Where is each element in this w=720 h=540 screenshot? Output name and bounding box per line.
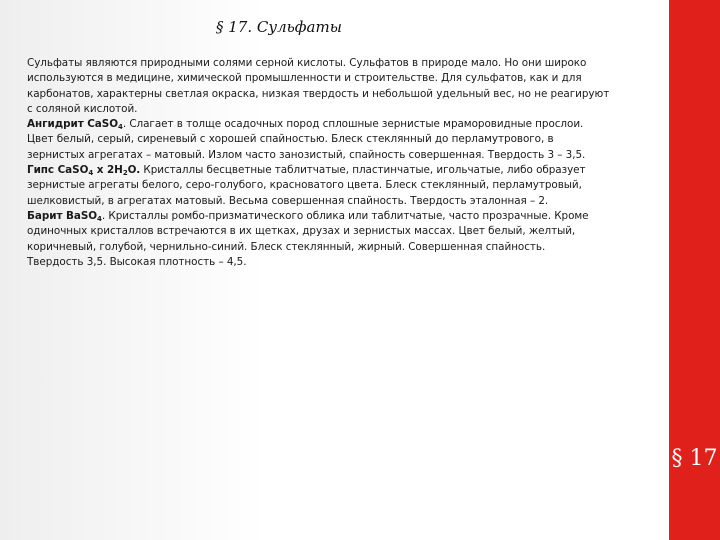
text-segment: шелковистый, в агрегатах матовый. Весьма совершенная спайность. Твердость эталонная – 2. [27, 194, 549, 207]
text-segment: зернистых агрегатах – матовый. Излом часто занозистый, спайность совершенная. Твердость 3 – 3,5. [27, 148, 586, 161]
text-segment: Барит BaSO [27, 209, 98, 222]
text-segment: с соляной кислотой. [27, 102, 138, 115]
text-segment: зернистые агрегаты белого, серо-голубого, красноватого цвета. Блеск стеклянный, перламутровый, [27, 179, 582, 192]
text-line [27, 102, 659, 117]
sidebar-accent [669, 0, 720, 540]
text-line [27, 255, 659, 270]
subscript: 4 [117, 123, 123, 132]
text-line [27, 194, 659, 209]
text-line [27, 224, 659, 239]
text-line [27, 132, 659, 147]
text-segment: Цвет белый, серый, сиреневый с хорошей спайностью. Блеск стеклянный до перламутрового, в [27, 133, 554, 146]
text-segment: Сульфаты являются природными солями серной кислоты. Сульфатов в природе мало. Но они широко [27, 57, 587, 69]
text-segment: O. [127, 164, 141, 177]
text-segment: x 2H [93, 164, 123, 177]
text-segment: используются в медицине, химической промышленности и строительстве. Для сульфатов, как и для [27, 72, 582, 85]
subscript: 2 [122, 169, 128, 178]
text-line [27, 87, 659, 102]
text-line [27, 56, 659, 71]
text-segment: коричневый, голубой, чернильно-синий. Блеск стеклянный, жирный. Совершенная спайность. [27, 240, 546, 253]
page-title: § 17. Сульфаты [216, 18, 342, 36]
text-line [27, 240, 659, 255]
text-segment: . Кристаллы ромбо-призматического облика или таблитчатые, часто прозрачные. Кроме [101, 209, 589, 222]
section-number-label: § 17 [671, 446, 718, 471]
text-line [27, 117, 659, 132]
text-segment: Гипс CaSO [27, 164, 89, 177]
subscript: 4 [97, 214, 102, 223]
subscript: 4 [88, 169, 94, 178]
text-line [27, 209, 659, 224]
text-segment: Твердость 3,5. Высокая плотность – 4,5. [27, 255, 247, 268]
text-line [27, 148, 659, 163]
text-segment: . Слагает в толще осадочных пород сплошные зернистые мраморовидные прослои. [122, 118, 584, 131]
text-segment: Ангидрит CaSO [27, 118, 118, 131]
body-text [27, 56, 659, 270]
text-line [27, 71, 659, 86]
text-segment: одиночных кристаллов встречаются в их щетках, друзах и зернистых массах. Цвет белый, желтый, [27, 225, 576, 238]
text-segment: карбонатов, характерны светлая окраска, низкая твердость и небольшой удельный вес, но не реагируют [27, 87, 610, 100]
text-line [27, 178, 659, 193]
text-line [27, 163, 659, 178]
text-segment: Кристаллы бесцветные таблитчатые, пластинчатые, игольчатые, либо образует [140, 164, 586, 177]
